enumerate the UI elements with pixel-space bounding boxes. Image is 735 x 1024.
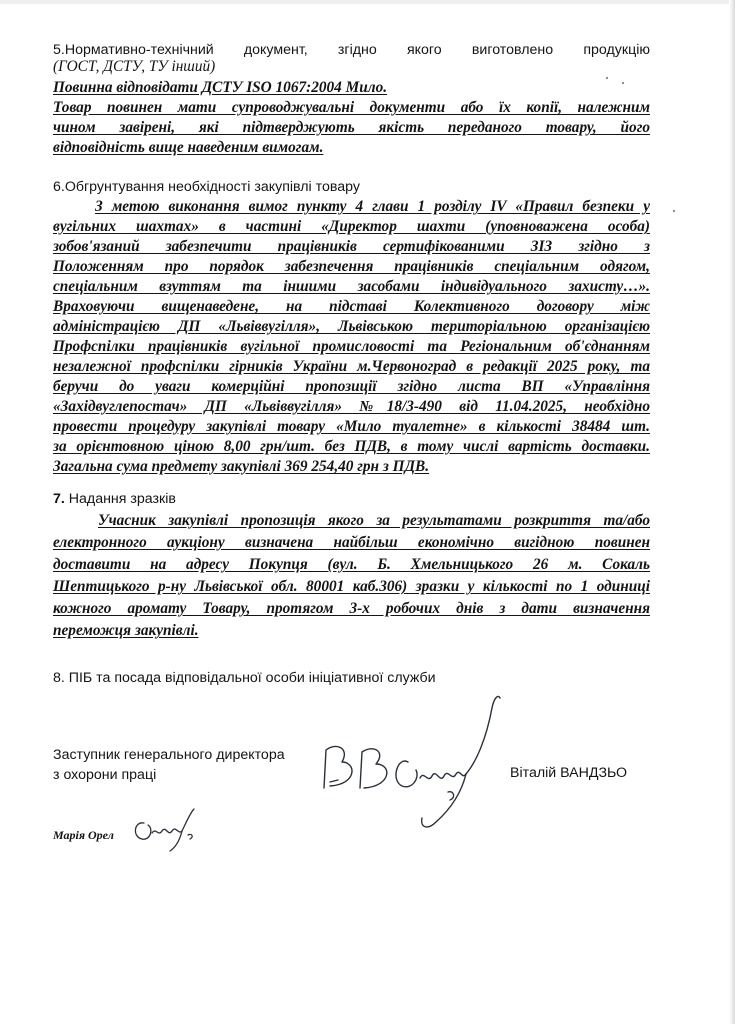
signatory-name: Віталій ВАНДЗЬО bbox=[510, 765, 628, 781]
section-7 bbox=[53, 489, 650, 641]
section-6-total: Загальна сума предмету закупівлі 369 254,40 грн з ПДВ. bbox=[53, 458, 430, 475]
section-7-line: доставити на адресу Покупця (вул. Б. Хмельницького 26 м. Сокаль bbox=[53, 556, 650, 573]
section-7-line: кожного аромату Товару, протягом 3-х робочих днів з дати визначення bbox=[53, 600, 650, 617]
section-7-line: Учасник закупівлі пропозиція якого за результатами розкриття та/або bbox=[98, 512, 650, 529]
section-7-heading: Надання зразків bbox=[64, 491, 176, 507]
section-8 bbox=[53, 668, 650, 688]
section-5-line: чином завірені, які підтверджують якість переданого товару, його bbox=[53, 119, 650, 136]
section-6-line: адміністрацією ДП «Львіввугілля», Львівською територіальною організацією bbox=[53, 318, 650, 335]
section-6-line: провести процедуру закупівлі товару «Мило туалетне» в кількості 38484 шт. bbox=[53, 418, 650, 435]
signatory-position: Заступник генерального директора bbox=[53, 747, 285, 763]
handwritten-signature bbox=[316, 690, 506, 835]
section-5-requirement: Повинна відповідати ДСТУ ISO 1067:2004 Мило. bbox=[53, 79, 388, 96]
section-6-line: зобов'язаний забезпечити працівників сертифікованими ЗІЗ згідно з bbox=[53, 238, 650, 255]
section-6-line: Враховуючи вищенаведене, на підставі Колективного договору між bbox=[53, 298, 650, 315]
executor-name: Марія Орел bbox=[53, 828, 114, 842]
executor-signature bbox=[128, 805, 208, 855]
section-6-line: З метою виконання вимог пункту 4 глави 1 розділу IV «Правил безпеки у bbox=[95, 198, 650, 215]
section-5-heading: 5.Нормативно-технічний документ, згідно якого виготовлено продукцію bbox=[53, 42, 650, 58]
section-6-line: спеціальним взуттям та іншими засобами індивідуального захисту…». bbox=[53, 278, 650, 295]
scan-edge-right bbox=[729, 0, 735, 1024]
section-7-number: 7. bbox=[53, 491, 65, 507]
section-5 bbox=[53, 40, 650, 158]
section-6-line: вугільних шахтах» в частині «Директор шахти (уповноважена особа) bbox=[53, 218, 650, 235]
section-5-line: Товар повинен мати супроводжувальні документи або їх копії, належним bbox=[53, 99, 650, 116]
section-6 bbox=[53, 177, 650, 477]
section-6-line: «Західвуглепостач» ДП «Львіввугілля» №18/3-490 від 11.04.2025, необхідно bbox=[53, 398, 650, 415]
scan-speck bbox=[673, 210, 675, 212]
section-8-heading: 8. ПІБ та посада відповідальної особи ініціативної служби bbox=[53, 670, 436, 686]
scan-edge-top bbox=[0, 0, 735, 4]
section-6-line: за орієнтовною ціною 8,00 грн/шт. без ПДВ, в тому числі вартість доставки. bbox=[53, 438, 650, 455]
section-7-line: електронного аукціону визначена найбільш економічно вигідною повинен bbox=[53, 534, 650, 551]
signatory-position: з охорони праці bbox=[53, 767, 157, 783]
section-7-line: переможця закупівлі. bbox=[53, 622, 199, 639]
section-5-hint: (ГОСТ, ДСТУ, ТУ інший) bbox=[53, 58, 216, 75]
section-6-line: беручи до уваги комерційні пропозиції згідно листа ВП «Управління bbox=[53, 378, 650, 395]
section-6-line: Положенням про порядок забезпечення працівників спеціальним одягом, bbox=[53, 258, 650, 275]
section-6-line: незалежної профспілки гірників України м.Червоноград в редакції 2025 року, та bbox=[53, 358, 650, 375]
section-5-line: відповідність вище наведеним вимогам. bbox=[53, 139, 324, 156]
section-6-line: Профспілки працівників вугільної промисловості та Регіональним об'єднанням bbox=[53, 338, 650, 355]
section-6-heading: 6.Обгрунтування необхідності закупівлі товару bbox=[53, 179, 360, 195]
section-7-line: Шептицького р-ну Львівської обл. 80001 каб.306) зразки у кількості по 1 одиниці bbox=[53, 578, 650, 595]
